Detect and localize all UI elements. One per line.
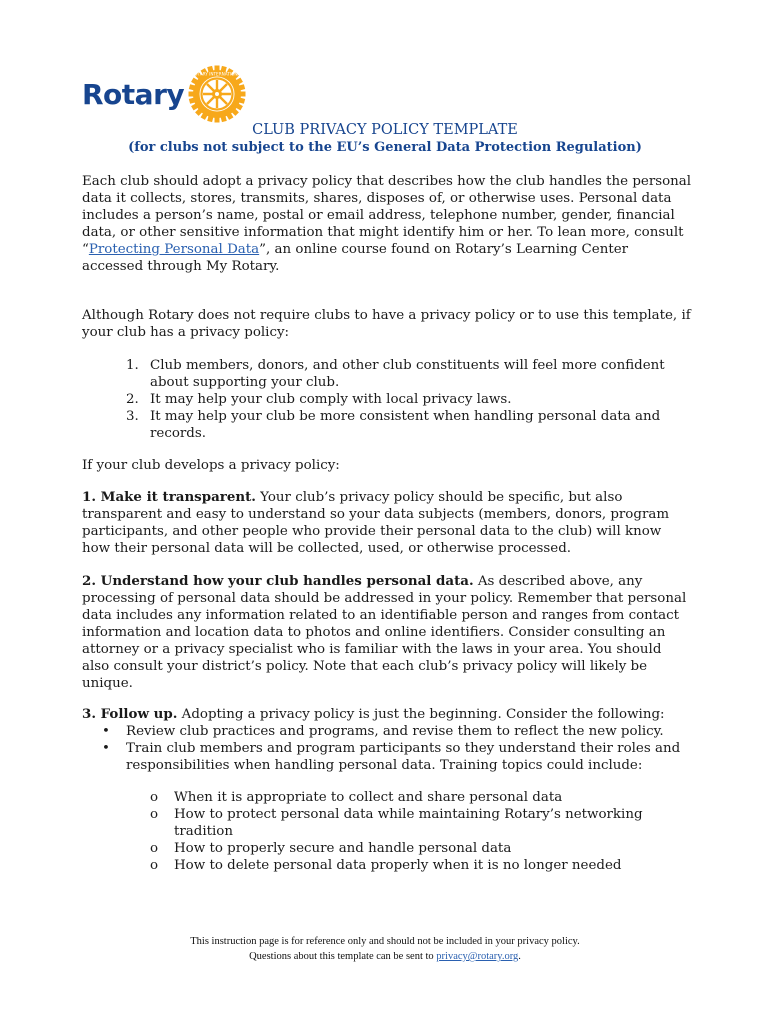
list-item: o How to properly secure and handle personal data — [150, 841, 512, 856]
list-item: • Train club members and program participants so they understand their roles and responsibilities when handling personal data. Training topics could include: — [102, 741, 681, 773]
step-heading: 1. Make it transparent. — [82, 489, 256, 505]
bullet-icon: • — [102, 741, 110, 756]
step-heading: 3. Follow up. — [82, 706, 178, 722]
benefits-lead: Although Rotary does not require clubs to have a privacy policy or to use this template, if your club has a privacy policy: — [82, 308, 691, 340]
bullet-icon: • — [102, 724, 110, 739]
step-transparent: 1. Make it transparent. Your club’s privacy policy should be specific, but also transparent and easy to understand so your data subjects (members, donors, program participants, and other people who provide their personal data to the club) will know how their personal data will be collected, used, or otherwise processed. — [82, 489, 670, 556]
logo-wordmark: Rotary — [82, 77, 185, 111]
list-item: o How to protect personal data while maintaining Rotary’s networking tradition — [150, 807, 643, 839]
rotary-wheel-icon — [186, 63, 248, 125]
wheel-text: ROTARY INTERNATIONAL — [191, 71, 243, 77]
rotary-logo — [82, 62, 248, 126]
list-item: o When it is appropriate to collect and share personal data — [150, 790, 563, 805]
step-heading: 2. Understand how your club handles personal data. — [82, 573, 474, 589]
list-item: 2. It may help your club comply with local privacy laws. — [126, 392, 512, 407]
list-item: 3. It may help your club be more consistent when handling personal data and records. — [126, 409, 661, 441]
step-follow-up: 3. Follow up. Adopting a privacy policy is just the beginning. Consider the following: — [82, 706, 665, 722]
page-subtitle: (for clubs not subject to the EU’s General Data Protection Regulation) — [128, 140, 642, 155]
list-item: • Review club practices and programs, and revise them to reflect the new policy. — [102, 724, 664, 739]
page-title: CLUB PRIVACY POLICY TEMPLATE — [252, 122, 518, 138]
protecting-personal-data-link[interactable]: Protecting Personal Data — [88, 242, 260, 257]
follow-up-bullets — [102, 723, 692, 774]
training-topics — [150, 789, 690, 874]
develop-lead: If your club develops a privacy policy: — [82, 458, 340, 473]
privacy-email-link[interactable]: privacy@rotary.org — [436, 951, 519, 962]
step-understand: 2. Understand how your club handles personal data. As described above, any processing of personal data should be addressed in your policy. Remember that personal data includes any information related to an identifiable person and ranges from contact information and location data to photos and online identifiers. Consider consulting an attorney or a privacy specialist who is familiar with the laws in your area. You should also consult your district’s policy. Note that each club’s privacy policy will likely be unique. — [82, 573, 687, 691]
list-item: o How to delete personal data properly when it is no longer needed — [150, 858, 622, 873]
benefits-list — [126, 357, 696, 442]
intro-paragraph: Each club should adopt a privacy policy that describes how the club handles the personal data it collects, stores, transmits, shares, disposes of, or otherwise uses. Personal data includes a person’s name, postal or email address, telephone number, gender, financial data, or other sensitive information that might identify him or her. To lean more, consult “Protecting Personal Data”, an online course found on Rotary’s Learning Center accessed through My Rotary. — [82, 174, 692, 274]
footer-note: This instruction page is for reference only and should not be included in your privacy policy. Questions about this template can be sent to privacy@rotary.org. — [190, 936, 580, 962]
list-item: 1. Club members, donors, and other club constituents will feel more confident about supporting your club. — [126, 358, 665, 390]
